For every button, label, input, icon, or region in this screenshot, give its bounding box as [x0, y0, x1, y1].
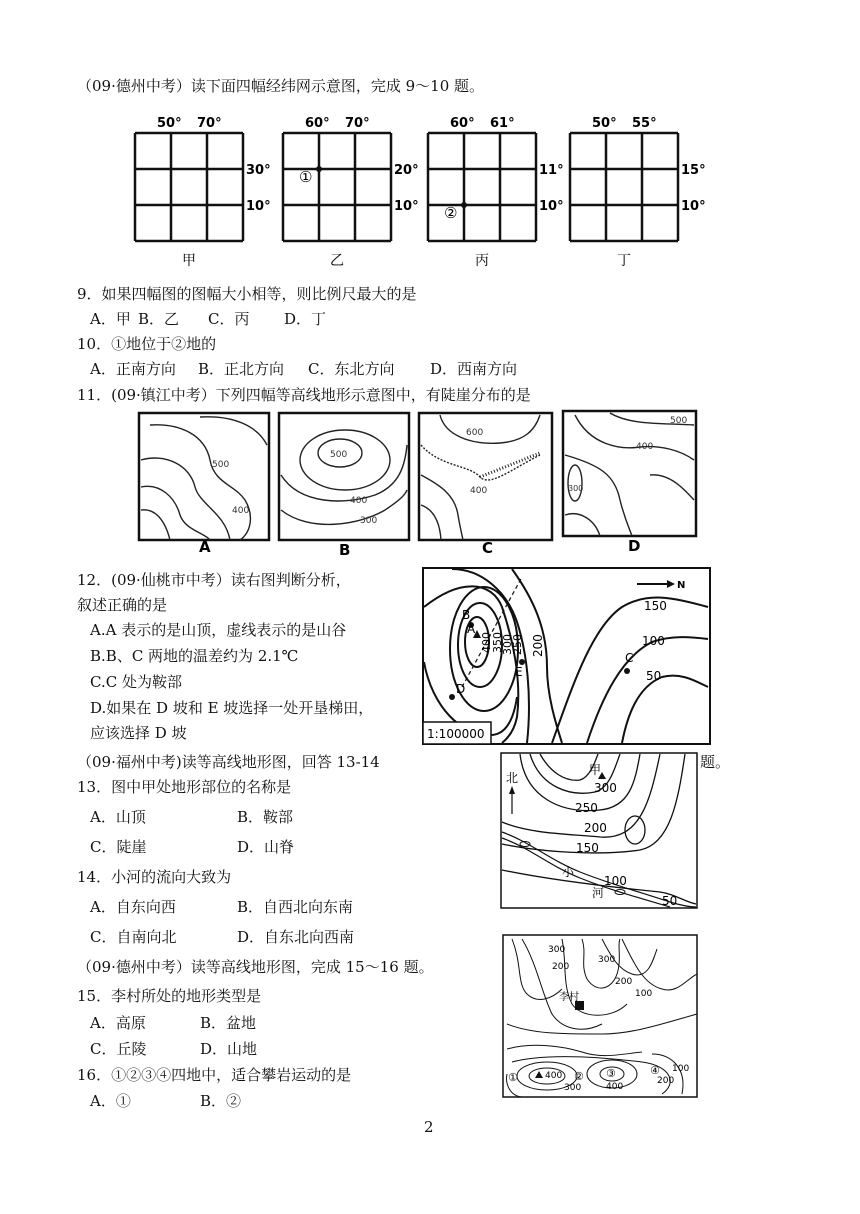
q10-option-a[interactable]: A．正南方向 [90, 360, 176, 378]
latitude-label: 20° [394, 163, 419, 178]
latitude-label: 30° [246, 163, 271, 178]
q13-label-150: 150 [576, 841, 599, 855]
q11-contour-maps [0, 405, 860, 555]
q11-stem: 11．(09·镇江中考）下列四幅等高线地形示意图中，有陡崖分布的是 [77, 386, 531, 404]
longitude-label: 70° [197, 116, 222, 131]
q15-label-300c: 300 [564, 1083, 582, 1093]
q12-label-200: 200 [531, 634, 545, 657]
q12-stem-line2: 叙述正确的是 [77, 596, 168, 614]
q11-panel-a [139, 413, 269, 540]
q15-option-d[interactable]: D．山地 [200, 1040, 258, 1058]
intro-15-16: （09·德州中考）读等高线地形图，完成 15～16 题。 [77, 958, 434, 976]
q13-north-label: 北 [506, 771, 519, 785]
location-point-label: ① [299, 168, 313, 186]
graticule-figure [0, 108, 860, 268]
q13-label-300: 300 [594, 781, 617, 795]
q15-label-300b: 300 [598, 955, 616, 965]
location-point-label: ② [444, 204, 458, 222]
grid-name: 丁 [617, 253, 631, 268]
q12-option-b[interactable]: B.B、C 两地的温差约为 2.1℃ [90, 647, 299, 665]
q9-option-c[interactable]: C．丙 [208, 310, 250, 328]
q11-b-label-400: 400 [350, 496, 368, 506]
q13-river-label-2: 河 [592, 886, 605, 900]
graticule-grid-4 [570, 116, 706, 268]
intro-13-14-tail: 题。 [700, 753, 731, 771]
latitude-label: 10° [394, 199, 419, 214]
q14-option-d[interactable]: D．自东北向西南 [237, 928, 355, 946]
q12-point-e: E [515, 665, 523, 679]
q11-panel-c [419, 413, 552, 540]
q12-label-350: 350 [491, 632, 504, 653]
q12-scale: 1:100000 [427, 727, 485, 741]
grid-name: 甲 [182, 253, 196, 268]
q12-point-d: D [456, 682, 466, 696]
q12-point-c: C [625, 651, 634, 665]
graticule-grid-2 [283, 116, 419, 268]
intro-9-10: （09·德州中考）读下面四幅经纬网示意图，完成 9～10 题。 [77, 77, 485, 95]
longitude-label: 60° [450, 116, 475, 131]
q10-options [90, 359, 517, 379]
q16-option-a[interactable]: A．① [90, 1092, 131, 1110]
q9-option-d[interactable]: D．丁 [284, 310, 327, 328]
q13-label-200: 200 [584, 821, 607, 835]
latitude-label: 10° [539, 199, 564, 214]
grid-name: 丙 [475, 253, 489, 268]
latitude-label: 10° [681, 199, 706, 214]
q13-option-c[interactable]: C．陡崖 [90, 838, 147, 856]
q9-option-a[interactable]: A．甲 [90, 310, 131, 328]
q11-d-label-400: 400 [636, 442, 654, 452]
q15-contour-map [502, 934, 698, 1098]
longitude-label: 50° [592, 116, 617, 131]
q15-stem: 15．李村所处的地形类型是 [77, 987, 262, 1005]
longitude-label: 50° [157, 116, 182, 131]
q15-point-2: ② [574, 1070, 584, 1083]
q12-stem-line1: 12．(09·仙桃市中考）读右图判断分析， [77, 571, 351, 589]
q11-panel-b [279, 413, 409, 540]
q15-label-100a: 100 [635, 989, 653, 999]
q11-panel-d [563, 411, 696, 536]
q12-north-label: N [677, 580, 686, 591]
q12-option-d[interactable]: D.如果在 D 坡和 E 坡选择一处开垦梯田， [90, 699, 374, 717]
q14-option-c[interactable]: C．自南向北 [90, 928, 177, 946]
intro-13-14: （09·福州中考)读等高线地形图，回答 13-14 [77, 753, 380, 771]
q11-label-a[interactable]: A [199, 538, 211, 555]
q15-village-label: 李村 [559, 992, 579, 1003]
page-number: 2 [424, 1118, 434, 1136]
q12-point-b: B [462, 608, 471, 622]
q15-label-300a: 300 [548, 945, 566, 955]
q10-stem: 10．①地位于②地的 [77, 335, 217, 353]
q10-option-b[interactable]: B．正北方向 [198, 360, 285, 378]
q11-d-label-500: 500 [670, 416, 688, 426]
latitude-label: 15° [681, 163, 706, 178]
q12-label-150: 150 [644, 599, 667, 613]
longitude-label: 61° [490, 116, 515, 131]
q14-stem: 14．小河的流向大致为 [77, 868, 232, 886]
graticule-grid-1 [135, 116, 271, 268]
q13-label-100: 100 [604, 874, 627, 888]
q13-stem: 13．图中甲处地形部位的名称是 [77, 778, 292, 796]
q10-option-d[interactable]: D．西南方向 [430, 360, 518, 378]
q12-label-400: 400 [480, 632, 493, 653]
q12-point-a: A [467, 622, 476, 636]
q15-option-a[interactable]: A．高原 [90, 1014, 146, 1032]
q11-label-b[interactable]: B [339, 541, 351, 555]
q12-label-50: 50 [646, 669, 662, 683]
q15-label-200a: 200 [552, 962, 570, 972]
grid-name: 乙 [330, 253, 344, 268]
q15-label-400a: 400 [545, 1071, 563, 1081]
q15-point-4: ④ [650, 1064, 660, 1077]
q9-options [90, 309, 326, 329]
q11-a-label-400: 400 [232, 506, 250, 516]
q15-label-200b: 200 [615, 977, 633, 987]
latitude-label: 10° [246, 199, 271, 214]
q13-label-50: 50 [662, 894, 678, 908]
q11-b-label-300: 300 [360, 516, 378, 526]
q14-option-b[interactable]: B．自西北向东南 [237, 898, 354, 916]
q13-peak-label: 甲 [589, 763, 602, 777]
q12-label-100: 100 [642, 634, 665, 648]
q11-label-c[interactable]: C [482, 539, 494, 555]
q9-stem: 9．如果四幅图的图幅大小相等，则比例尺最大的是 [77, 285, 417, 303]
q12-label-300: 300 [501, 634, 514, 655]
q15-option-b[interactable]: B．盆地 [200, 1014, 257, 1032]
q13-river-label-1: 小 [562, 865, 575, 879]
longitude-label: 70° [345, 116, 370, 131]
location-point [461, 202, 467, 208]
longitude-label: 55° [632, 116, 657, 131]
q12-contour-map [422, 567, 712, 747]
q13-option-a[interactable]: A．山顶 [90, 808, 146, 826]
q11-c-label-600: 600 [466, 428, 484, 438]
q14-option-a[interactable]: A．自东向西 [90, 898, 176, 916]
graticule-grid-3 [428, 116, 564, 268]
q11-a-label-500: 500 [212, 460, 230, 470]
q11-d-label-300: 300 [568, 484, 584, 493]
q9-option-b[interactable]: B．乙 [138, 310, 180, 328]
q11-label-d[interactable]: D [628, 537, 641, 555]
q15-option-c[interactable]: C．丘陵 [90, 1040, 147, 1058]
q13-option-d[interactable]: D．山脊 [237, 838, 295, 856]
q11-c-label-400: 400 [470, 486, 488, 496]
q15-label-100b: 100 [672, 1064, 690, 1074]
q15-point-3: ③ [606, 1067, 616, 1080]
q16-option-b[interactable]: B．② [200, 1092, 242, 1110]
q15-label-200c: 200 [657, 1076, 675, 1086]
q12-option-d-cont: 应该选择 D 坡 [90, 724, 187, 742]
q10-option-c[interactable]: C．东北方向 [308, 360, 395, 378]
q11-b-label-500: 500 [330, 450, 348, 460]
q13-option-b[interactable]: B．鞍部 [237, 808, 294, 826]
q15-point-1: ① [508, 1071, 518, 1084]
q13-contour-map [500, 752, 698, 910]
q15-label-400b: 400 [606, 1082, 624, 1092]
q13-label-250: 250 [575, 801, 598, 815]
longitude-label: 60° [305, 116, 330, 131]
q16-stem: 16．①②③④四地中，适合攀岩运动的是 [77, 1066, 352, 1084]
q12-option-c[interactable]: C.C 处为鞍部 [90, 673, 182, 691]
q12-option-a[interactable]: A.A 表示的是山顶，虚线表示的是山谷 [90, 621, 347, 639]
q12-label-250: 250 [511, 634, 524, 655]
latitude-label: 11° [539, 163, 564, 178]
location-point [316, 166, 322, 172]
